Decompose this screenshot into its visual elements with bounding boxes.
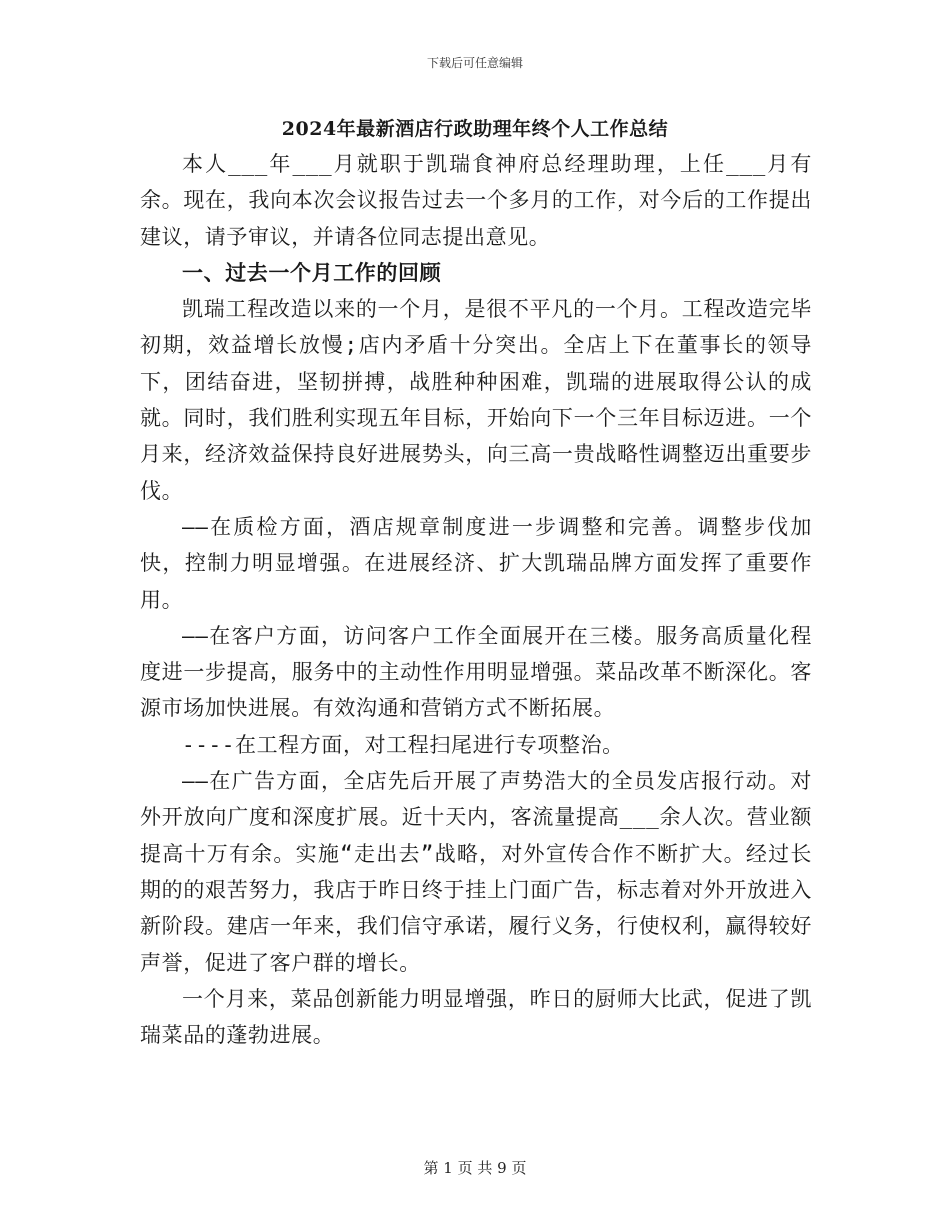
body-paragraph: ——在广告方面，全店先后开展了声势浩大的全员发店报行动。对外开放向广度和深度扩展。近十天内，客流量提高___余人次。营业额提高十万有余。实施“走出去”战略，对外宣传合作不断扩大。经过长期的的艰苦努力，我店于昨日终于挂上门面广告，标志着对外开放进入新阶段。建店一年来，我们信守承诺，履行义务，行使权利，赢得较好声誉，促进了客户群的增长。 — [140, 769, 812, 975]
document-title: 2024年最新酒店行政助理年终个人工作总结 — [281, 118, 669, 140]
header-note: 下载后可任意编辑 — [426, 56, 523, 70]
document-body — [140, 146, 812, 1053]
body-paragraph: 一个月来，菜品创新能力明显增强，昨日的厨师大比武，促进了凯瑞菜品的蓬勃进展。 — [140, 986, 812, 1048]
body-paragraph: ——在客户方面，访问客户工作全面展开在三楼。服务高质量化程度进一步提高，服务中的主动性作用明显增强。菜品改革不断深化。客源市场加快进展。有效沟通和营销方式不断拓展。 — [140, 623, 812, 721]
body-paragraph: ——在质检方面，酒店规章制度进一步调整和完善。调整步伐加快，控制力明显增强。在进展经济、扩大凯瑞品牌方面发挥了重要作用。 — [140, 514, 812, 612]
body-paragraph: 凯瑞工程改造以来的一个月，是很不平凡的一个月。工程改造完毕初期，效益增长放慢;店内矛盾十分突出。全店上下在董事长的领导下，团结奋进，坚韧拼搏，战胜种种困难，凯瑞的进展取得公认的成就。同时，我们胜利实现五年目标，开始向下一个三年目标迈进。一个月来，经济效益保持良好进展势头，向三高一贵战略性调整迈出重要步伐。 — [140, 297, 812, 503]
intro-paragraph: 本人___年___月就职于凯瑞食神府总经理助理，上任___月有余。现在，我向本次会议报告过去一个多月的工作，对今后的工作提出建议，请予审议，并请各位同志提出意见。 — [140, 152, 812, 249]
body-paragraph: ----在工程方面，对工程扫尾进行专项整治。 — [182, 732, 624, 757]
section-heading: 一、过去一个月工作的回顾 — [182, 260, 442, 285]
page-number: 第 1 页 共 9 页 — [423, 1159, 527, 1177]
